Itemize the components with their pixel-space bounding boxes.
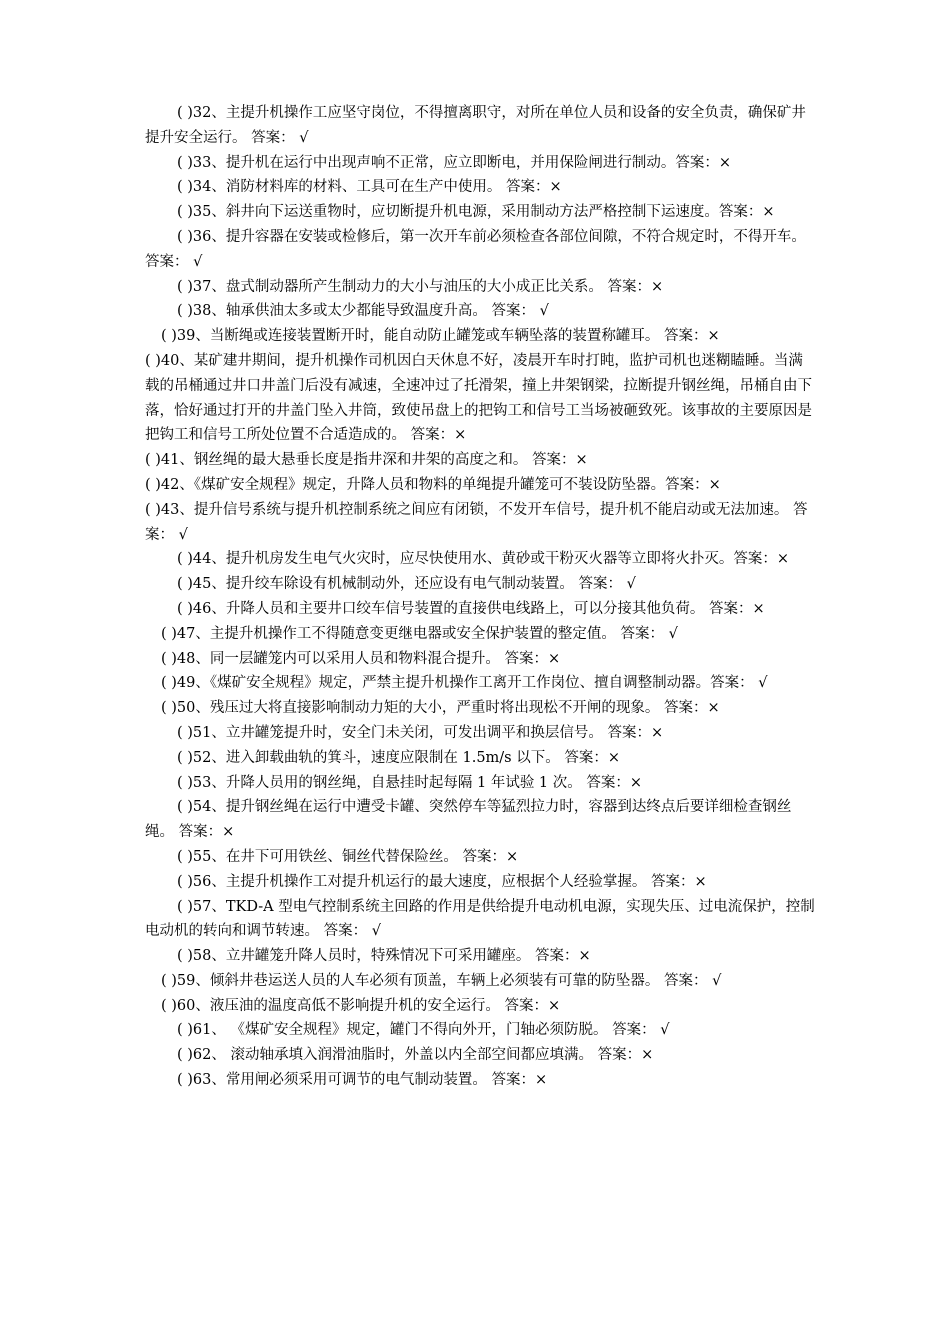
question-item: ( )63、常用闸必须采用可调节的电气制动装置。 答案：× [177,1072,548,1089]
question-list [145,101,817,1093]
question-item: ( )34、消防材料库的材料、工具可在生产中使用。 答案：× [177,179,562,196]
question-item: ( )49、《煤矿安全规程》规定，严禁主提升机操作工离开工作岗位、擅自调整制动器。答案： √ [161,675,768,692]
question-item: ( )60、液压油的温度高低不影响提升机的安全运行。 答案：× [161,997,561,1014]
question-item: ( )42、《煤矿安全规程》规定，升降人员和物料的单绳提升罐笼可不装设防坠器。答案：× [145,476,721,493]
question-item: ( )33、提升机在运行中出现声响不正常，应立即断电，并用保险闸进行制动。答案：× [177,154,732,171]
question-item: ( )62、 滚动轴承填入润滑油脂时，外盖以内全部空间都应填满。 答案：× [177,1047,654,1064]
question-item: ( )38、轴承供油太多或太少都能导致温度升高。 答案： √ [177,303,549,320]
question-item: ( )53、升降人员用的钢丝绳，自悬挂时起每隔 1 年试验 1 次。 答案：× [177,774,643,791]
question-item: ( )51、立井罐笼提升时，安全门未关闭，可发出调平和换层信号。 答案：× [177,724,664,741]
question-item: ( )45、提升绞车除设有机械制动外，还应设有电气制动装置。 答案： √ [177,576,636,593]
question-item: ( )46、升降人员和主要井口绞车信号装置的直接供电线路上，可以分接其他负荷。 答案：× [177,600,765,617]
question-item: ( )57、TKD-A 型电气控制系统主回路的作用是供给提升电动机电源，实现失压、过电流保护，控制电动机的转向和调节转速。 答案： √ [145,898,815,940]
question-item: ( )32、主提升机操作工应坚守岗位，不得擅离职守，对所在单位人员和设备的安全负责，确保矿井提升安全运行。 答案： √ [145,105,806,146]
question-item: ( )35、斜井向下运送重物时，应切断提升机电源，采用制动方法严格控制下运速度。答案：× [177,204,775,221]
question-item: ( )54、提升钢丝绳在运行中遭受卡罐、突然停车等猛烈拉力时，容器到达终点后要详细检查钢丝绳。 答案：× [145,799,792,841]
question-item: ( )40、某矿建井期间，提升机操作司机因白天休息不好，凌晨开车时打盹，监护司机也迷糊瞌睡。当满载的吊桶通过井口井盖门后没有减速，全速冲过了托滑架，撞上井架钢梁，拉断提升钢丝绳，吊桶自由下落，恰好通过打开的井盖门坠入井筒，致使吊盘上的把钩工和信号工当场被砸致死。该事故的主要原因是把钩工和信号工所处位置不合适造成的。 答案：× [145,352,812,444]
question-item: ( )50、残压过大将直接影响制动力矩的大小，严重时将出现松不开闸的现象。 答案：× [161,700,720,717]
question-item: ( )59、倾斜井巷运送人员的人车必须有顶盖，车辆上必须装有可靠的防坠器。 答案： √ [161,972,722,989]
question-item: ( )47、主提升机操作工不得随意变更继电器或安全保护装置的整定值。 答案： √ [161,625,678,642]
question-item: ( )61、 《煤矿安全规程》规定，罐门不得向外开，门轴必须防脱。 答案： √ [177,1022,670,1039]
question-item: ( )56、主提升机操作工对提升机运行的最大速度，应根据个人经验掌握。 答案：× [177,873,707,890]
question-item: ( )52、进入卸载曲轨的箕斗，速度应限制在 1.5m/s 以下。 答案：× [177,749,620,766]
question-item: ( )55、在井下可用铁丝、铜丝代替保险丝。 答案：× [177,848,519,865]
question-item: ( )36、提升容器在安装或检修后，第一次开车前必须检查各部位间隙，不符合规定时，不得开车。 答案： √ [145,228,806,270]
question-item: ( )58、立井罐笼升降人员时，特殊情况下可采用罐座。 答案：× [177,948,591,965]
question-item: ( )44、提升机房发生电气火灾时，应尽快使用水、黄砂或干粉灭火器等立即将火扑灭。答案：× [177,551,790,568]
question-item: ( )39、当断绳或连接装置断开时，能自动防止罐笼或车辆坠落的装置称罐耳。 答案：× [161,328,720,345]
question-item: ( )48、同一层罐笼内可以采用人员和物料混合提升。 答案：× [161,650,561,667]
question-item: ( )41、钢丝绳的最大悬垂长度是指井深和井架的高度之和。 答案：× [145,452,588,469]
question-item: ( )43、提升信号系统与提升机控制系统之间应有闭锁，不发开车信号，提升机不能启动或无法加速。 答案： √ [145,501,808,543]
question-item: ( )37、盘式制动器所产生制动力的大小与油压的大小成正比关系。 答案：× [177,278,664,295]
